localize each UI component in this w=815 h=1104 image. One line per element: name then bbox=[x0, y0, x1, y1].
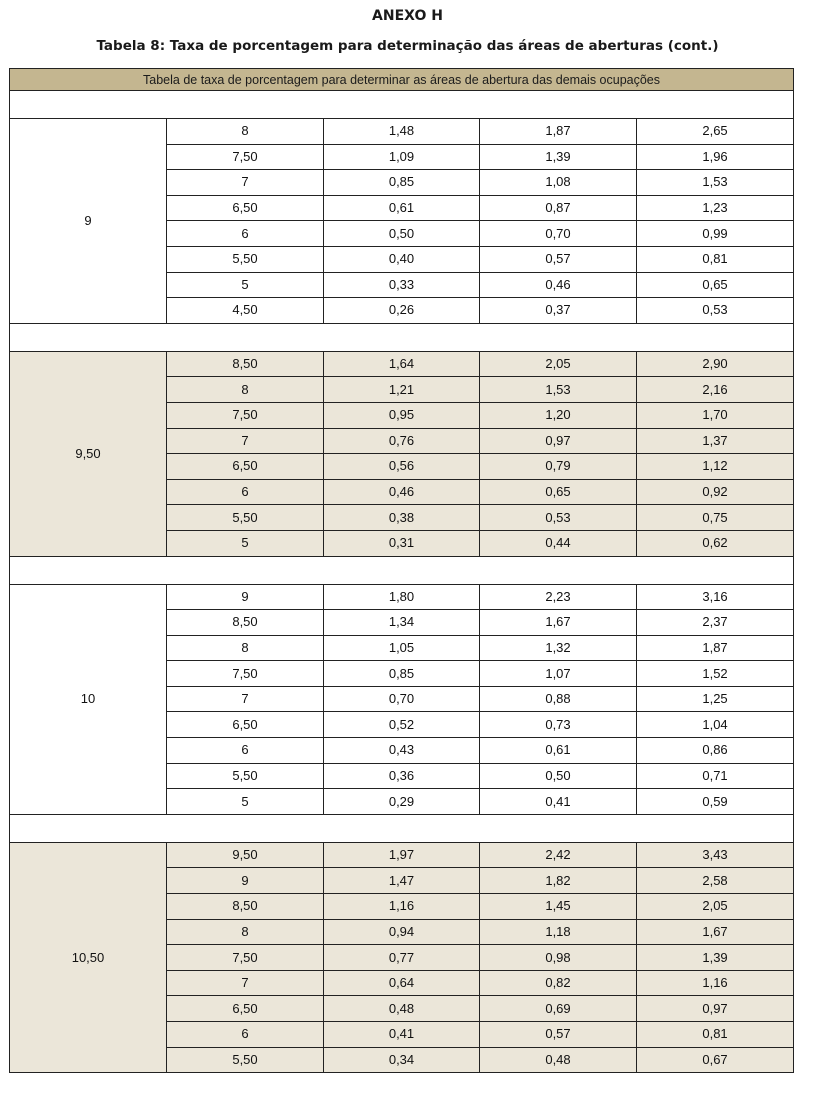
table-cell: 1,25 bbox=[637, 686, 794, 712]
table-cell: 0,82 bbox=[480, 970, 637, 996]
table-cell: 6 bbox=[167, 1022, 324, 1048]
table-cell: 7 bbox=[167, 970, 324, 996]
table-row bbox=[10, 842, 794, 868]
table-cell: 0,40 bbox=[324, 246, 480, 272]
table-cell: 5 bbox=[167, 789, 324, 815]
table-cell: 0,38 bbox=[324, 505, 480, 531]
table-cell: 0,81 bbox=[637, 1022, 794, 1048]
table-cell: 6 bbox=[167, 221, 324, 247]
table-cell: 1,34 bbox=[324, 610, 480, 636]
table-cell: 2,42 bbox=[480, 842, 637, 868]
table-cell: 0,69 bbox=[480, 996, 637, 1022]
table-cell: 2,05 bbox=[637, 894, 794, 920]
table-cell: 5,50 bbox=[167, 763, 324, 789]
table-cell: 1,16 bbox=[637, 970, 794, 996]
table-cell: 0,53 bbox=[637, 298, 794, 324]
table-cell: 1,67 bbox=[637, 919, 794, 945]
table-cell: 0,31 bbox=[324, 530, 480, 556]
group-label-cell: 9,50 bbox=[10, 351, 167, 556]
table-cell: 0,71 bbox=[637, 763, 794, 789]
table-cell: 1,16 bbox=[324, 894, 480, 920]
table-cell: 0,61 bbox=[480, 738, 637, 764]
table-cell: 0,41 bbox=[324, 1022, 480, 1048]
table-cell: 0,94 bbox=[324, 919, 480, 945]
table-cell: 7,50 bbox=[167, 661, 324, 687]
table-cell: 0,76 bbox=[324, 428, 480, 454]
table-cell: 7 bbox=[167, 428, 324, 454]
table-cell: 0,98 bbox=[480, 945, 637, 971]
table-cell: 7,50 bbox=[167, 945, 324, 971]
table-cell: 6,50 bbox=[167, 996, 324, 1022]
table-cell: 1,47 bbox=[324, 868, 480, 894]
table-cell: 1,80 bbox=[324, 584, 480, 610]
table-cell: 0,62 bbox=[637, 530, 794, 556]
table-cell: 0,33 bbox=[324, 272, 480, 298]
table-cell: 7 bbox=[167, 170, 324, 196]
table-cell: 1,12 bbox=[637, 454, 794, 480]
row-group bbox=[10, 584, 794, 814]
table-banner: Tabela de taxa de porcentagem para determinar as áreas de abertura das demais ocupações bbox=[10, 69, 794, 91]
table-cell: 0,70 bbox=[480, 221, 637, 247]
table-cell: 0,57 bbox=[480, 1022, 637, 1048]
table-row bbox=[10, 584, 794, 610]
table-row bbox=[10, 351, 794, 377]
table-cell: 5,50 bbox=[167, 246, 324, 272]
table-cell: 1,20 bbox=[480, 402, 637, 428]
table-cell: 9 bbox=[167, 868, 324, 894]
table-cell: 0,67 bbox=[637, 1047, 794, 1073]
group-spacer-row bbox=[10, 814, 794, 842]
table-cell: 8,50 bbox=[167, 894, 324, 920]
table-cell: 0,79 bbox=[480, 454, 637, 480]
table-cell: 9,50 bbox=[167, 842, 324, 868]
row-group bbox=[10, 351, 794, 556]
table-cell: 0,88 bbox=[480, 686, 637, 712]
table-cell: 2,16 bbox=[637, 377, 794, 403]
table-cell: 0,48 bbox=[324, 996, 480, 1022]
table-cell: 5,50 bbox=[167, 1047, 324, 1073]
table-cell: 8,50 bbox=[167, 610, 324, 636]
group-spacer bbox=[10, 556, 794, 584]
table-cell: 2,23 bbox=[480, 584, 637, 610]
table-cell: 1,96 bbox=[637, 144, 794, 170]
table-cell: 2,65 bbox=[637, 119, 794, 145]
table-cell: 0,61 bbox=[324, 195, 480, 221]
group-spacer-row bbox=[10, 556, 794, 584]
table-cell: 0,46 bbox=[480, 272, 637, 298]
table-cell: 0,36 bbox=[324, 763, 480, 789]
table-cell: 0,41 bbox=[480, 789, 637, 815]
table-cell: 3,43 bbox=[637, 842, 794, 868]
table-cell: 8 bbox=[167, 377, 324, 403]
table-cell: 4,50 bbox=[167, 298, 324, 324]
table-cell: 8 bbox=[167, 635, 324, 661]
group-spacer bbox=[10, 814, 794, 842]
table-cell: 0,77 bbox=[324, 945, 480, 971]
table-cell: 0,85 bbox=[324, 170, 480, 196]
table-cell: 1,97 bbox=[324, 842, 480, 868]
table-cell: 1,53 bbox=[637, 170, 794, 196]
table-cell: 0,53 bbox=[480, 505, 637, 531]
table-cell: 1,70 bbox=[637, 402, 794, 428]
group-spacer-row bbox=[10, 323, 794, 351]
table-cell: 0,73 bbox=[480, 712, 637, 738]
table-cell: 0,97 bbox=[637, 996, 794, 1022]
table-cell: 0,87 bbox=[480, 195, 637, 221]
table-cell: 0,97 bbox=[480, 428, 637, 454]
table-cell: 2,90 bbox=[637, 351, 794, 377]
table-cell: 0,70 bbox=[324, 686, 480, 712]
annex-title: ANEXO H bbox=[372, 8, 443, 24]
table-cell: 1,64 bbox=[324, 351, 480, 377]
table-cell: 8,50 bbox=[167, 351, 324, 377]
percentage-rate-table bbox=[9, 68, 794, 1073]
group-label-cell: 10,50 bbox=[10, 842, 167, 1072]
table-cell: 2,37 bbox=[637, 610, 794, 636]
group-spacer bbox=[10, 323, 794, 351]
table-cell: 0,56 bbox=[324, 454, 480, 480]
table-cell: 1,48 bbox=[324, 119, 480, 145]
table-cell: 0,86 bbox=[637, 738, 794, 764]
table-cell: 5 bbox=[167, 272, 324, 298]
table-cell: 0,43 bbox=[324, 738, 480, 764]
table-cell: 0,92 bbox=[637, 479, 794, 505]
table-cell: 0,29 bbox=[324, 789, 480, 815]
table-cell: 0,81 bbox=[637, 246, 794, 272]
table-cell: 1,07 bbox=[480, 661, 637, 687]
table-cell: 0,99 bbox=[637, 221, 794, 247]
table-cell: 1,23 bbox=[637, 195, 794, 221]
table-cell: 5,50 bbox=[167, 505, 324, 531]
table-cell: 0,52 bbox=[324, 712, 480, 738]
table-cell: 7 bbox=[167, 686, 324, 712]
table-cell: 1,09 bbox=[324, 144, 480, 170]
table-cell: 0,34 bbox=[324, 1047, 480, 1073]
table-cell: 1,04 bbox=[637, 712, 794, 738]
table-cell: 0,65 bbox=[480, 479, 637, 505]
table-cell: 6 bbox=[167, 479, 324, 505]
table-cell: 1,18 bbox=[480, 919, 637, 945]
table-cell: 0,26 bbox=[324, 298, 480, 324]
table-cell: 0,57 bbox=[480, 246, 637, 272]
table-cell: 8 bbox=[167, 919, 324, 945]
table-cell: 1,45 bbox=[480, 894, 637, 920]
table-cell: 1,21 bbox=[324, 377, 480, 403]
table-cell: 0,46 bbox=[324, 479, 480, 505]
table-cell: 9 bbox=[167, 584, 324, 610]
row-group bbox=[10, 842, 794, 1072]
table-row bbox=[10, 119, 794, 145]
table-title: Tabela 8: Taxa de porcentagem para determinação das áreas de aberturas (cont.) bbox=[96, 38, 719, 54]
table-cell: 7,50 bbox=[167, 402, 324, 428]
table-cell: 1,08 bbox=[480, 170, 637, 196]
table-cell: 1,87 bbox=[480, 119, 637, 145]
table-cell: 7,50 bbox=[167, 144, 324, 170]
table-cell: 0,85 bbox=[324, 661, 480, 687]
table-cell: 1,37 bbox=[637, 428, 794, 454]
table-cell: 6,50 bbox=[167, 712, 324, 738]
table-cell: 1,32 bbox=[480, 635, 637, 661]
table-banner-row bbox=[10, 69, 794, 91]
table-cell: 1,05 bbox=[324, 635, 480, 661]
group-spacer bbox=[10, 91, 794, 119]
table-cell: 8 bbox=[167, 119, 324, 145]
table-cell: 1,82 bbox=[480, 868, 637, 894]
table-cell: 1,52 bbox=[637, 661, 794, 687]
table-cell: 1,53 bbox=[480, 377, 637, 403]
table-cell: 1,87 bbox=[637, 635, 794, 661]
table-cell: 5 bbox=[167, 530, 324, 556]
table-cell: 2,05 bbox=[480, 351, 637, 377]
table-cell: 6,50 bbox=[167, 195, 324, 221]
table-cell: 1,67 bbox=[480, 610, 637, 636]
group-label-cell: 9 bbox=[10, 119, 167, 324]
row-group bbox=[10, 119, 794, 324]
table-cell: 0,37 bbox=[480, 298, 637, 324]
table-cell: 6,50 bbox=[167, 454, 324, 480]
table-cell: 2,58 bbox=[637, 868, 794, 894]
table-cell: 0,64 bbox=[324, 970, 480, 996]
table-cell: 0,75 bbox=[637, 505, 794, 531]
table-cell: 0,50 bbox=[480, 763, 637, 789]
table-cell: 0,65 bbox=[637, 272, 794, 298]
table-cell: 0,59 bbox=[637, 789, 794, 815]
table-cell: 0,48 bbox=[480, 1047, 637, 1073]
table-cell: 0,50 bbox=[324, 221, 480, 247]
table-cell: 0,44 bbox=[480, 530, 637, 556]
table-cell: 1,39 bbox=[637, 945, 794, 971]
table-cell: 0,95 bbox=[324, 402, 480, 428]
group-label-cell: 10 bbox=[10, 584, 167, 814]
table-cell: 1,39 bbox=[480, 144, 637, 170]
table-cell: 3,16 bbox=[637, 584, 794, 610]
group-spacer-row bbox=[10, 91, 794, 119]
table-cell: 6 bbox=[167, 738, 324, 764]
